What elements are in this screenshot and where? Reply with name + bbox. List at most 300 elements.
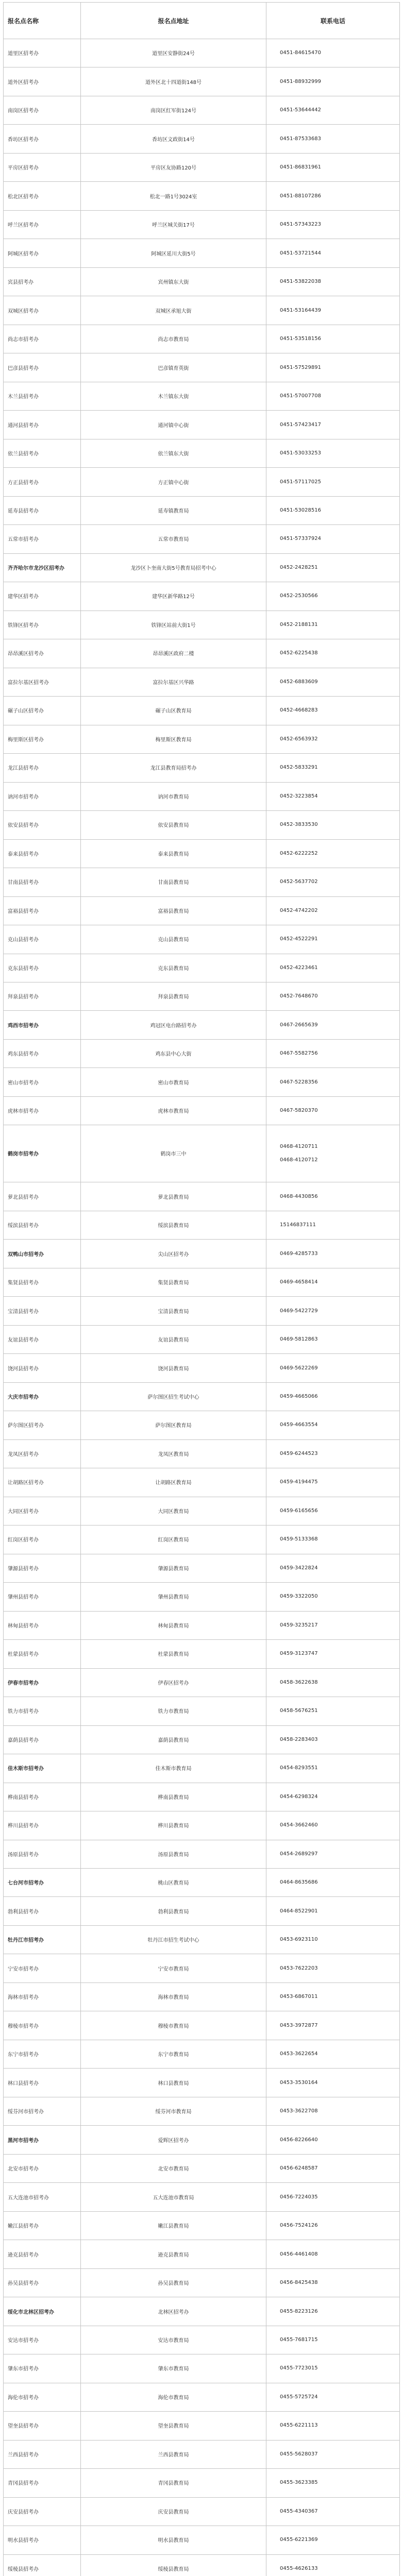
office-address: 通河镇中心街 <box>81 410 266 438</box>
office-phone: 0459-5133368 <box>280 1536 318 1543</box>
office-address: 大同区教育局 <box>81 1497 266 1525</box>
table-row <box>4 1554 399 1583</box>
office-address: 双城区承旭大街 <box>81 296 266 324</box>
office-name: 齐齐哈尔市龙沙区招考办 <box>4 553 81 582</box>
office-phone: 0452-3223854 <box>280 793 318 799</box>
office-name: 龙江县招考办 <box>4 753 81 782</box>
table-row <box>4 2497 399 2526</box>
office-name: 萝北县招考办 <box>4 1182 81 1210</box>
office-phone: 0459-3322050 <box>280 1594 318 1600</box>
office-address: 友谊县教育局 <box>81 1325 266 1353</box>
office-address: 杜蒙县教育局 <box>81 1639 266 1668</box>
office-address: 海伦市教育局 <box>81 2383 266 2411</box>
office-name: 宝清县招考办 <box>4 1296 81 1325</box>
table-row <box>4 2411 399 2440</box>
office-phone: 0467-2665639 <box>280 1022 318 1028</box>
office-phone: 0467-5820370 <box>280 1108 318 1114</box>
office-phone: 0451-57337924 <box>280 536 321 542</box>
office-phone: 0453-6923110 <box>280 1937 318 1943</box>
office-phone: 0454-3662460 <box>280 1822 318 1828</box>
office-address: 密山市教育局 <box>81 1067 266 1096</box>
office-address: 嘉荫县教育局 <box>81 1725 266 1754</box>
office-phone: 0455-3623385 <box>280 2480 318 2486</box>
office-address: 林口县教育局 <box>81 2068 266 2096</box>
office-phone: 0451-53033253 <box>280 450 321 456</box>
table-row <box>4 839 399 868</box>
office-phone: 0455-4340367 <box>280 2508 318 2514</box>
office-name: 泰来县招考办 <box>4 839 81 868</box>
office-phone: 0451-88107286 <box>280 193 321 199</box>
office-address: 富裕县教育局 <box>81 896 266 925</box>
office-name: 密山市招考办 <box>4 1067 81 1096</box>
table-row <box>4 982 399 1011</box>
office-address: 呼兰区城关街17号 <box>81 210 266 239</box>
table-row <box>4 2040 399 2069</box>
office-phone: 0452-4668283 <box>280 707 318 714</box>
office-phone: 0469-5622269 <box>280 1365 318 1371</box>
office-phone: 0464-8522901 <box>280 1908 318 1914</box>
office-address: 尚志市教育局 <box>81 325 266 353</box>
table-row <box>4 896 399 925</box>
table-row <box>4 2526 399 2554</box>
office-phone: 0459-4665066 <box>280 1394 318 1399</box>
office-address: 绥棱县教育局 <box>81 2554 266 2576</box>
office-address: 桦川县教育局 <box>81 1811 266 1839</box>
office-phone: 0455-5725724 <box>280 2394 318 2400</box>
office-phone: 0458-5676251 <box>280 1708 318 1714</box>
office-name: 梅里斯区招考办 <box>4 725 81 753</box>
table-row <box>4 382 399 411</box>
office-phone: 0452-3833530 <box>280 822 318 828</box>
table-row <box>4 2068 399 2097</box>
table-row <box>4 267 399 296</box>
office-name: 桦南县招考办 <box>4 1783 81 1811</box>
office-name: 依安县招考办 <box>4 810 81 839</box>
office-address: 东宁市教育局 <box>81 2040 266 2068</box>
office-name: 绥棱县招考办 <box>4 2554 81 2576</box>
office-address: 依兰镇东大街 <box>81 439 266 467</box>
office-address: 兰西县教育局 <box>81 2440 266 2468</box>
office-address: 绥芬河市教育局 <box>81 2097 266 2125</box>
office-phone: 0451-53721544 <box>280 250 321 256</box>
office-name: 拜泉县招考办 <box>4 982 81 1010</box>
table-row <box>4 2182 399 2211</box>
office-phone: 0452-4522291 <box>280 936 318 942</box>
office-address: 方正镇中心街 <box>81 467 266 496</box>
office-address: 肇州县教育局 <box>81 1582 266 1611</box>
recruitment-office-table <box>3 2 400 2576</box>
office-phone: 0451-57343223 <box>280 222 321 228</box>
office-address: 伊春区招考办 <box>81 1668 266 1697</box>
office-phone: 0467-5582756 <box>280 1050 318 1057</box>
office-phone: 0451-53644442 <box>280 107 321 113</box>
office-address: 萝北县教育局 <box>81 1182 266 1210</box>
office-address: 木兰镇东大街 <box>81 382 266 410</box>
office-phone: 0469-4658414 <box>280 1279 318 1285</box>
table-row <box>4 353 399 382</box>
table-row <box>4 467 399 496</box>
office-name: 南岗区招考办 <box>4 96 81 124</box>
office-name: 佳木斯市招考办 <box>4 1754 81 1782</box>
table-row <box>4 96 399 125</box>
office-phone: 0455-7681715 <box>280 2336 318 2343</box>
office-address: 碾子山区教育局 <box>81 696 266 724</box>
office-name: 五常市招考办 <box>4 524 81 553</box>
office-name: 依兰县招考办 <box>4 439 81 467</box>
office-phone: 0459-3123747 <box>280 1651 318 1657</box>
office-name: 黑河市招考办 <box>4 2125 81 2154</box>
office-address: 穆棱市教育局 <box>81 2011 266 2039</box>
office-address: 香坊区文政街14号 <box>81 124 266 152</box>
office-address: 桃山区教育局 <box>81 1868 266 1896</box>
office-name: 安达市招考办 <box>4 2326 81 2354</box>
table-row <box>4 2211 399 2240</box>
office-address: 萨尔图区教育局 <box>81 1411 266 1439</box>
table-row <box>4 1010 399 1039</box>
office-name: 碾子山区招考办 <box>4 696 81 724</box>
office-name: 大庆市招考办 <box>4 1382 81 1411</box>
table-row <box>4 1497 399 1526</box>
office-address: 平房区友协路120号 <box>81 153 266 181</box>
office-address: 龙江县教育局招考办 <box>81 753 266 782</box>
office-name: 兰西县招考办 <box>4 2440 81 2468</box>
office-address: 孙吴县教育局 <box>81 2268 266 2297</box>
office-address: 勃利县教育局 <box>81 1896 266 1925</box>
office-address: 鸡冠区电台路招考办 <box>81 1010 266 1039</box>
table-row <box>4 582 399 611</box>
office-address: 松北一路1号3024室 <box>81 181 266 210</box>
office-address: 桦南县教育局 <box>81 1783 266 1811</box>
table-row <box>4 2097 399 2126</box>
office-phone: 0451-53822038 <box>280 279 321 285</box>
office-phone: 0459-4194475 <box>280 1479 318 1485</box>
office-phone: 0455-8223126 <box>280 2308 318 2314</box>
office-name: 宾县招考办 <box>4 267 81 296</box>
office-name: 林甸县招考办 <box>4 1611 81 1639</box>
office-phone: 0468-4430856 <box>280 1193 318 1199</box>
table-row <box>4 1668 399 1697</box>
office-name: 勃利县招考办 <box>4 1896 81 1925</box>
office-phone: 0452-4223461 <box>280 964 318 971</box>
table-row <box>4 639 399 668</box>
table-row <box>4 954 399 982</box>
table-row <box>4 1067 399 1096</box>
office-phone: 0453-3622708 <box>280 2108 318 2114</box>
office-phone: 0452-2188131 <box>280 621 318 628</box>
office-phone: 0452-6225438 <box>280 650 318 656</box>
office-phone: 0452-5637702 <box>280 879 318 885</box>
office-name: 甘南县招考办 <box>4 868 81 896</box>
table-row <box>4 2468 399 2497</box>
office-name: 双鸭山市招考办 <box>4 1239 81 1267</box>
office-address: 宾州镇东大街 <box>81 267 266 296</box>
table-row <box>4 1783 399 1811</box>
table-row <box>4 239 399 267</box>
office-address: 泰来县教育局 <box>81 839 266 868</box>
table-row <box>4 2154 399 2183</box>
office-address: 道外区北十四道街148号 <box>81 67 266 95</box>
office-address: 鸡东县中心大街 <box>81 1039 266 1067</box>
office-address: 五常市教育局 <box>81 524 266 553</box>
table-row <box>4 668 399 697</box>
table-row <box>4 1296 399 1325</box>
office-address: 甘南县教育局 <box>81 868 266 896</box>
office-address: 克东县教育局 <box>81 954 266 982</box>
office-phone: 0452-2428251 <box>280 564 318 570</box>
office-phone: 0451-57007708 <box>280 393 321 399</box>
table-row <box>4 1697 399 1725</box>
office-address: 牡丹江市招生考试中心 <box>81 1925 266 1954</box>
office-name: 伊春市招考办 <box>4 1668 81 1697</box>
table-row <box>4 2354 399 2383</box>
table-row <box>4 1382 399 1411</box>
office-phone: 0468-4120711 0468-4120712 <box>280 1143 318 1163</box>
office-name: 克东县招考办 <box>4 954 81 982</box>
office-address: 南岗区红军街124号 <box>81 96 266 124</box>
office-phone: 0451-84615470 <box>280 50 321 56</box>
office-phone: 0452-6222252 <box>280 850 318 856</box>
office-name: 平房区招考办 <box>4 153 81 181</box>
office-address: 红岗区教育局 <box>81 1525 266 1553</box>
table-row <box>4 2326 399 2354</box>
office-name: 通河县招考办 <box>4 410 81 438</box>
office-name: 望奎县招考办 <box>4 2411 81 2439</box>
office-address: 青冈县教育局 <box>81 2468 266 2497</box>
office-address: 爱辉区招考办 <box>81 2125 266 2154</box>
office-phone: 0469-5812863 <box>280 1336 318 1343</box>
office-name: 北安市招考办 <box>4 2154 81 2182</box>
office-name: 道里区招考办 <box>4 39 81 67</box>
office-phone: 0453-3622654 <box>280 2051 318 2057</box>
office-phone: 0454-8293551 <box>280 1765 318 1771</box>
office-name: 虎林市招考办 <box>4 1096 81 1125</box>
table-row <box>4 67 399 96</box>
table-row <box>4 782 399 811</box>
office-address: 道里区安静街24号 <box>81 39 266 67</box>
office-name: 富拉尔基区招考办 <box>4 668 81 696</box>
office-phone: 0453-3972877 <box>280 2022 318 2028</box>
office-phone: 0454-6298324 <box>280 1793 318 1800</box>
office-address: 绥滨县教育局 <box>81 1211 266 1239</box>
office-address: 饶河县教育局 <box>81 1353 266 1382</box>
office-address: 林甸县教育局 <box>81 1611 266 1639</box>
office-phone: 0455-6221369 <box>280 2537 318 2543</box>
office-address: 海林市教育局 <box>81 1982 266 2011</box>
office-name: 牡丹江市招考办 <box>4 1925 81 1954</box>
office-phone: 0456-7524126 <box>280 2223 318 2229</box>
table-row <box>4 2554 399 2576</box>
office-name: 绥滨县招考办 <box>4 1211 81 1239</box>
table-row <box>4 1468 399 1497</box>
table-row <box>4 1725 399 1754</box>
table-row <box>4 439 399 468</box>
office-phone: 0451-86831961 <box>280 164 321 171</box>
office-name: 嘉荫县招考办 <box>4 1725 81 1754</box>
office-phone: 0452-6563932 <box>280 736 318 742</box>
office-phone: 0469-4285733 <box>280 1250 318 1257</box>
office-address: 龙沙区卜奎南大街5号教育局招考中心 <box>81 553 266 582</box>
table-row <box>4 124 399 153</box>
table-row <box>4 696 399 725</box>
office-name: 杜蒙县招考办 <box>4 1639 81 1668</box>
table-row <box>4 2011 399 2040</box>
office-name: 松北区招考办 <box>4 181 81 210</box>
office-phone: 0451-88932999 <box>280 78 321 84</box>
table-row <box>4 810 399 839</box>
table-row <box>4 1925 399 1954</box>
office-name: 铁力市招考办 <box>4 1697 81 1725</box>
table-row <box>4 1840 399 1869</box>
office-address: 安达市教育局 <box>81 2326 266 2354</box>
office-address: 汤原县教育局 <box>81 1840 266 1868</box>
table-row <box>4 1754 399 1783</box>
office-address: 望奎县教育局 <box>81 2411 266 2439</box>
office-phone: 0458-2283403 <box>280 1736 318 1742</box>
table-row <box>4 2125 399 2154</box>
table-row <box>4 1353 399 1382</box>
table-row <box>4 1896 399 1925</box>
table-row <box>4 2297 399 2326</box>
office-phone: 0451-57529891 <box>280 364 321 370</box>
office-phone: 15146837111 <box>280 1222 316 1228</box>
office-name: 青冈县招考办 <box>4 2468 81 2497</box>
office-phone: 0459-3235217 <box>280 1622 318 1628</box>
office-phone: 0469-5422729 <box>280 1308 318 1314</box>
office-name: 嫩江县招考办 <box>4 2211 81 2240</box>
table-row <box>4 1954 399 1982</box>
office-name: 方正县招考办 <box>4 467 81 496</box>
office-name: 讷河市招考办 <box>4 782 81 810</box>
office-phone: 0456-7224035 <box>280 2194 318 2200</box>
office-address: 讷河市教育局 <box>81 782 266 810</box>
office-phone: 0454-2689297 <box>280 1851 318 1857</box>
table-row <box>4 868 399 896</box>
table-row <box>4 725 399 754</box>
office-name: 肇州县招考办 <box>4 1582 81 1611</box>
office-name: 鹤岗市招考办 <box>4 1125 81 1182</box>
office-phone: 0455-5628037 <box>280 2451 318 2457</box>
table-header <box>4 3 399 39</box>
office-name: 逊克县招考办 <box>4 2240 81 2268</box>
office-address: 铁力市教育局 <box>81 1697 266 1725</box>
office-phone: 0467-5228356 <box>280 1079 318 1085</box>
office-name: 桦川县招考办 <box>4 1811 81 1839</box>
office-address: 建华区新华路12号 <box>81 582 266 610</box>
office-address: 庆安县教育局 <box>81 2497 266 2526</box>
table-row <box>4 1039 399 1068</box>
table-row <box>4 410 399 439</box>
office-address: 虎林市教育局 <box>81 1096 266 1125</box>
office-name: 绥化市北林区招考办 <box>4 2297 81 2325</box>
table-row <box>4 753 399 782</box>
office-address: 逊克县教育局 <box>81 2240 266 2268</box>
office-phone: 0458-3622638 <box>280 1679 318 1685</box>
office-name: 鸡东县招考办 <box>4 1039 81 1067</box>
table-row <box>4 325 399 353</box>
table-row <box>4 1211 399 1240</box>
office-phone: 0452-6883609 <box>280 679 318 685</box>
office-address: 佳木斯市教育局 <box>81 1754 266 1782</box>
office-address: 五大连池市教育局 <box>81 2182 266 2211</box>
office-name: 香坊区招考办 <box>4 124 81 152</box>
table-row <box>4 1239 399 1268</box>
office-name: 海伦市招考办 <box>4 2383 81 2411</box>
office-address: 鹤岗市三中 <box>81 1125 266 1182</box>
office-name: 明水县招考办 <box>4 2526 81 2554</box>
office-phone: 0456-8226640 <box>280 2137 318 2143</box>
table-row <box>4 1268 399 1297</box>
office-address: 阿城区延川大街5号 <box>81 239 266 267</box>
office-name: 绥芬河市招考办 <box>4 2097 81 2125</box>
office-address: 肇源县教育局 <box>81 1554 266 1582</box>
office-address: 北林区招考办 <box>81 2297 266 2325</box>
office-phone: 0451-57423417 <box>280 421 321 428</box>
office-name: 肇源县招考办 <box>4 1554 81 1582</box>
office-name: 昂昂溪区招考办 <box>4 639 81 667</box>
office-name: 尚志市招考办 <box>4 325 81 353</box>
table-row <box>4 2240 399 2268</box>
office-address: 明水县教育局 <box>81 2526 266 2554</box>
table-row <box>4 2268 399 2297</box>
office-phone: 0456-6248587 <box>280 2165 318 2172</box>
office-phone: 0459-4663554 <box>280 1422 318 1428</box>
office-name: 七台河市招考办 <box>4 1868 81 1896</box>
office-address: 龙凤区教育局 <box>81 1439 266 1468</box>
office-phone: 0459-6244523 <box>280 1450 318 1456</box>
office-address: 铁锋区站前大街1号 <box>81 611 266 639</box>
table-row <box>4 611 399 639</box>
office-name: 海林市招考办 <box>4 1982 81 2011</box>
table-row <box>4 1582 399 1611</box>
office-address: 延寿镇教育局 <box>81 496 266 524</box>
table-row <box>4 1125 399 1182</box>
office-phone: 0459-3422824 <box>280 1565 318 1571</box>
office-name: 鸡西市招考办 <box>4 1010 81 1039</box>
office-name: 东宁市招考办 <box>4 2040 81 2068</box>
table-row <box>4 1439 399 1468</box>
office-name: 大同区招考办 <box>4 1497 81 1525</box>
office-phone: 0455-6221113 <box>280 2422 318 2429</box>
office-name: 阿城区招考办 <box>4 239 81 267</box>
office-phone: 0453-6867011 <box>280 1994 318 2000</box>
table-row <box>4 153 399 182</box>
office-phone: 0453-3530164 <box>280 2079 318 2086</box>
office-name: 红岗区招考办 <box>4 1525 81 1553</box>
office-name: 五大连池市招考办 <box>4 2182 81 2211</box>
office-address: 巴彦镇育英街 <box>81 353 266 381</box>
table-row <box>4 1811 399 1840</box>
table-row <box>4 210 399 239</box>
office-name: 呼兰区招考办 <box>4 210 81 239</box>
office-name: 木兰县招考办 <box>4 382 81 410</box>
table-row <box>4 1411 399 1439</box>
office-address: 昂昂溪区政府二楼 <box>81 639 266 667</box>
office-name: 饶河县招考办 <box>4 1353 81 1382</box>
office-name: 双城区招考办 <box>4 296 81 324</box>
table-row <box>4 553 399 582</box>
office-phone: 0464-8635686 <box>280 1879 318 1886</box>
office-name: 富裕县招考办 <box>4 896 81 925</box>
office-phone: 0451-57117025 <box>280 479 321 485</box>
table-row <box>4 1982 399 2011</box>
table-row <box>4 1182 399 1211</box>
office-name: 让胡路区招考办 <box>4 1468 81 1496</box>
office-phone: 0455-7723015 <box>280 2365 318 2371</box>
office-phone: 0452-7648670 <box>280 993 318 999</box>
table-row <box>4 1325 399 1354</box>
office-name: 延寿县招考办 <box>4 496 81 524</box>
office-address: 拜泉县教育局 <box>81 982 266 1010</box>
